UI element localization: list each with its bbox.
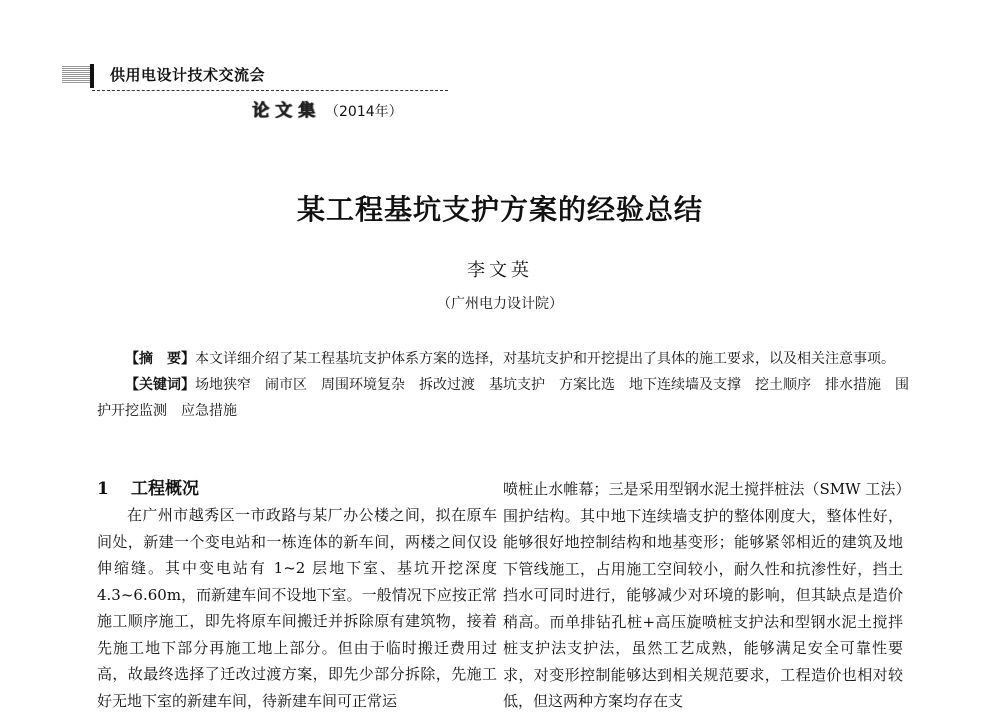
keyword-item: 应急措施 <box>181 403 237 419</box>
running-header <box>62 62 462 121</box>
keyword-item: 闹市区 <box>265 377 307 393</box>
section-heading <box>97 476 497 502</box>
right-column-paragraph: 喷桩止水帷幕；三是采用型钢水泥土搅拌桩法（SMW 工法）围护结构。其中地下连续墙支护的整体刚度大，整体性好，能够很好地控制结构和地基变形；能够紧邻相近的建筑及地下管线施工，占用施工空间较小，耐久性和抗渗性好，挡土挡水可同时进行，能够减少对环境的影响，但其缺点是造价稍高。而单排钻孔桩+高压旋喷桩支护法和型钢水泥土搅拌桩支护法支护法，虽然工艺成熟，能够满足安全可靠性要求，对变形控制能够达到相关规范要求，工程造价也相对较低，但这两种方案均存在支 <box>503 480 903 710</box>
header-dashed-rule <box>92 90 448 91</box>
article-author: 李文英 <box>467 260 533 281</box>
abstract-text: 本文详细介绍了某工程基坑支护体系方案的选择，对基坑支护和开挖提出了具体的施工要求，以及相关注意事项。 <box>195 351 895 367</box>
collection-title: 论文集 <box>252 101 321 121</box>
collection-label <box>252 96 403 121</box>
section-paragraph: 在广州市越秀区一市政路与某厂办公楼之间，拟在原车间处，新建一个变电站和一栋连体的新车间，两楼之间仅设伸缩缝。其中变电站有 1~2 层地下室、基坑开挖深度 4.3~6.60m，而新建车间不设地下室。一般情况下应按正常施工顺序施工，即先将原车间搬迁并拆除原有建筑物，接着先施工地下部分再施工地上部分。但由于临时搬迁费用过高，故最终选择了迁改过渡方案，即先少部分拆除，先施工好无地下室的新建车间，待新建车间可正常运 <box>97 506 497 710</box>
keyword-item: 挖土顺序 <box>755 377 811 393</box>
section-number: 1 <box>97 479 109 499</box>
abstract-paragraph <box>97 346 917 372</box>
keyword-item: 基坑支护 <box>489 377 545 393</box>
abstract-block <box>97 346 917 424</box>
abstract-label: 【摘 要】 <box>125 351 195 367</box>
keywords-list <box>97 377 909 419</box>
article-title: 某工程基坑支护方案的经验总结 <box>296 193 703 226</box>
keywords-label: 【关键词】 <box>125 377 195 393</box>
keyword-item: 排水措施 <box>825 377 881 393</box>
section-title: 工程概况 <box>131 479 199 499</box>
keyword-item: 拆改过渡 <box>419 377 475 393</box>
keyword-item: 周围环境复杂 <box>321 377 405 393</box>
keyword-item: 场地狭窄 <box>195 377 251 393</box>
conference-name: 供用电设计技术交流会 <box>110 66 266 84</box>
header-hatch-decoration <box>62 66 90 83</box>
left-column <box>97 476 497 714</box>
keyword-item: 地下连续墙及支撑 <box>629 377 741 393</box>
article-affiliation: （广州电力设计院） <box>437 296 563 312</box>
keyword-item: 围护开挖监测 <box>97 377 909 419</box>
header-bar-decoration <box>90 64 94 88</box>
right-column <box>503 476 903 715</box>
keyword-item: 方案比选 <box>559 377 615 393</box>
keywords-paragraph <box>97 372 917 424</box>
collection-year: （2014年） <box>325 104 403 120</box>
